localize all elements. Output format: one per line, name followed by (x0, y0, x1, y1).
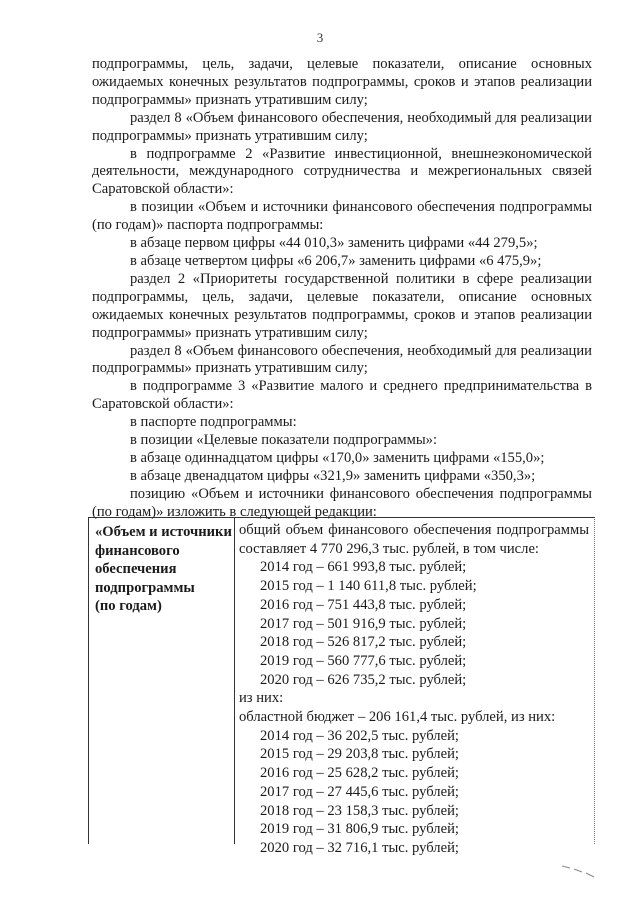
table-label-cell (95, 523, 235, 616)
year-line: 2019 год – 560 777,6 тыс. рублей; (260, 652, 467, 669)
paragraph: раздел 2 «Приоритеты государственной политики в сфере реализации подпрограммы, цель, задачи, целевые показатели, описание основных ожидаемых конечных результатов подпрограммы, сроков и этапов реализации подпрограммы» признать утратившим силу; (92, 270, 592, 341)
paragraph: в абзаце четвертом цифры «6 206,7» заменить цифрами «6 475,9»; (130, 252, 542, 269)
paragraph: в абзаце двенадцатом цифры «321,9» заменить цифрами «350,3»; (130, 467, 536, 484)
paragraph: позицию «Объем и источники финансового обеспечения подпрограммы (по годам)» изложить в следующей редакции: (92, 485, 592, 520)
year-line: 2015 год – 29 203,8 тыс. рублей; (260, 746, 459, 763)
paragraph: раздел 8 «Объем финансового обеспечения, необходимый для реализации подпрограммы» признать утратившим силу; (92, 342, 592, 377)
column-divider (234, 518, 235, 844)
year-line: 2016 год – 25 628,2 тыс. рублей; (260, 765, 459, 782)
label-line: финансового (95, 542, 180, 559)
total-text: общий объем финансового обеспечения подпрограммы составляет 4 770 296,3 тыс. рублей, в том числе: (239, 522, 589, 557)
label-line: (по годам) (95, 598, 162, 615)
paragraph: в абзаце первом цифры «44 010,3» заменить цифрами «44 279,5»; (130, 235, 538, 252)
year-line: 2020 год – 32 716,1 тыс. рублей; (260, 839, 459, 856)
subheading-line: из них: (239, 690, 284, 707)
margin-mark-icon (560, 860, 600, 880)
year-line: 2017 год – 27 445,6 тыс. рублей; (260, 783, 459, 800)
document-body (92, 56, 592, 522)
label-line: подпрограммы (95, 579, 195, 596)
paragraph: в подпрограмме 2 «Развитие инвестиционной, внешнеэкономической деятельности, международного сотрудничества и межрегиональных связей Саратовской области»: (92, 145, 592, 198)
label-line: «Объем и источники (95, 524, 232, 540)
year-line: 2015 год – 1 140 611,8 тыс. рублей; (260, 578, 477, 595)
year-line: 2018 год – 23 158,3 тыс. рублей; (260, 802, 459, 819)
paragraph: в абзаце одиннадцатом цифры «170,0» заменить цифрами «155,0»; (130, 449, 545, 466)
regional-budget-line: областной бюджет – 206 161,4 тыс. рублей, из них: (239, 709, 556, 726)
year-line: 2019 год – 31 806,9 тыс. рублей; (260, 821, 459, 838)
financing-table (88, 517, 595, 856)
paragraph: в позиции «Объем и источники финансового обеспечения подпрограммы (по годам)» паспорта подпрограммы: (92, 199, 592, 234)
page-number: 3 (316, 30, 324, 45)
year-line: 2017 год – 501 916,9 тыс. рублей; (260, 615, 467, 632)
year-line: 2016 год – 751 443,8 тыс. рублей; (260, 596, 467, 613)
label-line: обеспечения (95, 561, 177, 578)
year-line: 2014 год – 661 993,8 тыс. рублей; (260, 559, 467, 576)
year-line: 2020 год – 626 735,2 тыс. рублей; (260, 671, 467, 688)
paragraph: раздел 8 «Объем финансового обеспечения, необходимый для реализации подпрограммы» признать утратившим силу; (92, 109, 592, 144)
paragraph: в паспорте подпрограммы: (130, 414, 297, 431)
year-line: 2018 год – 526 817,2 тыс. рублей; (260, 634, 467, 651)
year-line: 2014 год – 36 202,5 тыс. рублей; (260, 727, 459, 744)
paragraph: подпрограммы, цель, задачи, целевые показатели, описание основных ожидаемых конечных результатов подпрограммы, сроков и этапов реализации подпрограммы» признать утратившим силу; (92, 56, 592, 108)
table-value-cell (239, 521, 589, 858)
paragraph: в позиции «Целевые показатели подпрограммы»: (130, 432, 438, 449)
paragraph: в подпрограмме 3 «Развитие малого и среднего предпринимательства в Саратовской области»: (92, 378, 592, 413)
